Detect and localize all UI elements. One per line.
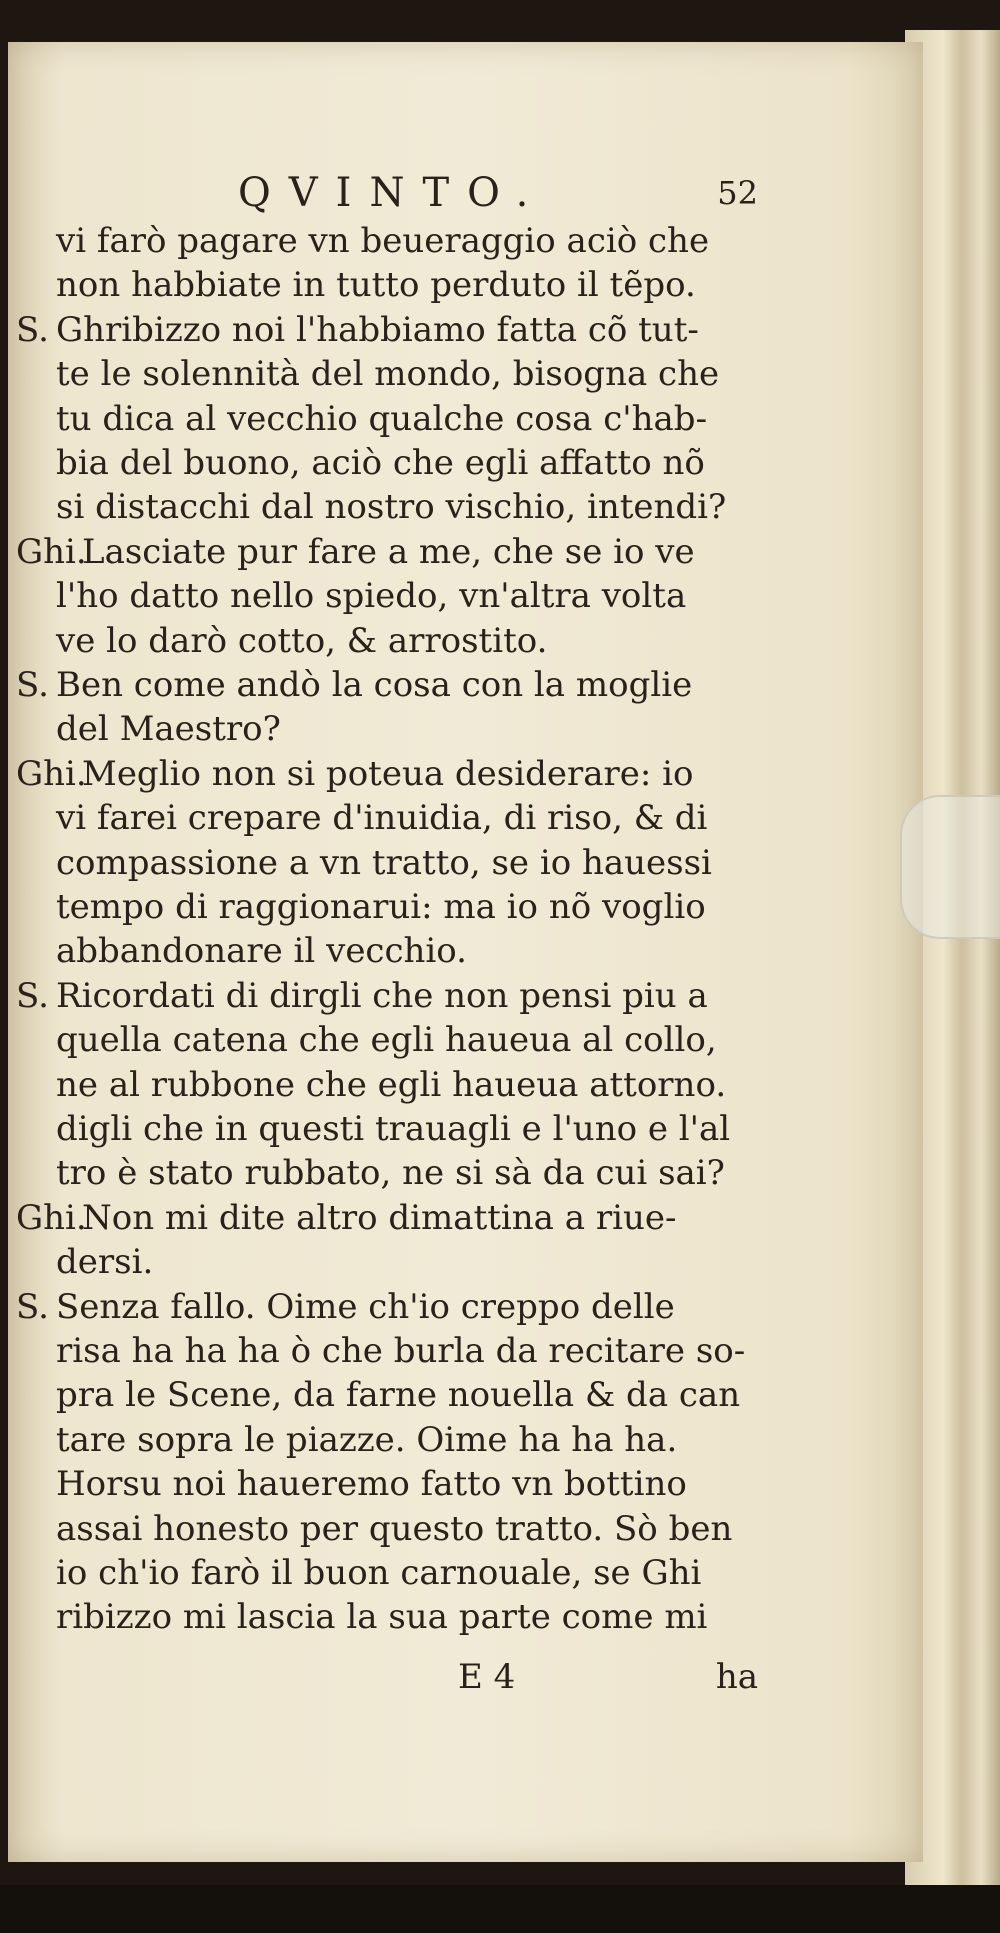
page-footer [458, 1657, 758, 1701]
line-text: ve lo darò cotto, & arrostito. [56, 620, 548, 661]
text-line [16, 1108, 736, 1150]
text-line [16, 1197, 736, 1239]
line-text: Ghribizzo noi l'habbiamo fatta cõ tut- [56, 309, 699, 350]
text-line [16, 930, 736, 972]
line-text: pra le Scene, da farne nouella & da can [56, 1375, 741, 1416]
line-text: io ch'io farò il buon carnouale, se Ghi [56, 1553, 702, 1593]
line-text: risa ha ha ha ò che burla da recitare so- [56, 1331, 746, 1371]
text-line [16, 842, 736, 884]
text-line [16, 398, 736, 440]
text-line [16, 1064, 736, 1106]
page-number: 52 [717, 174, 758, 212]
text-line [16, 1241, 736, 1283]
text-line [16, 1330, 746, 1372]
line-text: vi farei crepare d'inuidia, di riso, & di [56, 798, 708, 839]
line-text: digli che in questi trauagli e l'uno e l'al [56, 1109, 731, 1149]
book-page [8, 42, 923, 1862]
text-line [16, 1596, 736, 1638]
text-line [16, 264, 736, 306]
speaker-label: Ghi. [16, 753, 87, 794]
line-text: te le solennità del mondo, bisogna che [56, 354, 720, 395]
speaker-label: Ghi. [16, 1197, 87, 1238]
line-text: ne al rubbone che egli haueua attorno. [56, 1064, 727, 1105]
line-text: abbandonare il vecchio. [56, 931, 467, 972]
page-header [238, 170, 758, 220]
scan-bottom-edge [0, 1885, 1000, 1933]
text-line [16, 753, 736, 795]
text-line [16, 1152, 736, 1194]
line-text: Ricordati di dirgli che non pensi piu a [56, 975, 708, 1016]
line-text: tempo di raggionarui: ma io nõ voglio [56, 887, 706, 927]
line-text: non habbiate in tutto perduto il tẽpo. [56, 265, 696, 306]
line-text: Lasciate pur fare a me, che se io ve [82, 531, 695, 572]
signature-mark: E 4 [458, 1657, 516, 1697]
text-line [16, 1463, 736, 1505]
line-text: quella catena che egli haueua al collo, [56, 1020, 717, 1061]
line-text: del Maestro? [56, 709, 281, 750]
text-line [16, 309, 736, 351]
text-line [16, 1419, 736, 1461]
line-text: tare sopra le piazze. Oime ha ha ha. [56, 1419, 678, 1460]
text-line [16, 664, 736, 706]
line-text: tu dica al vecchio qualche cosa c'hab- [56, 398, 708, 439]
line-text: vi farò pagare vn beueraggio aciò che [56, 221, 710, 261]
text-line [16, 220, 736, 262]
text-line [16, 708, 736, 750]
catchword: ha [715, 1657, 758, 1697]
page-clip [900, 795, 1000, 939]
speaker-label: S. [16, 309, 49, 350]
text-line [16, 1508, 736, 1550]
text-line [16, 353, 736, 395]
text-line [16, 575, 736, 617]
line-text: Horsu noi haueremo fatto vn bottino [56, 1464, 687, 1505]
text-line [16, 1374, 741, 1416]
line-text: Meglio non si poteua desiderare: io [82, 753, 694, 794]
speaker-label: Ghi. [16, 531, 87, 572]
speaker-label: S. [16, 1286, 49, 1327]
text-line [16, 975, 736, 1017]
line-text: bia del buono, aciò che egli affatto nõ [56, 443, 705, 483]
running-head: QVINTO. [238, 170, 547, 216]
line-text: compassione a vn tratto, se io hauessi [56, 842, 712, 883]
line-text: ribizzo mi lascia la sua parte come mi [56, 1597, 708, 1638]
text-line [16, 1552, 736, 1594]
line-text: l'ho datto nello spiedo, vn'altra volta [56, 576, 687, 617]
text-line [16, 886, 736, 928]
text-line [16, 797, 736, 839]
text-line [16, 486, 736, 528]
speaker-label: S. [16, 665, 49, 705]
text-line [16, 442, 736, 484]
text-line [16, 531, 736, 573]
line-text: dersi. [56, 1242, 154, 1283]
line-text: tro è stato rubbato, ne si sà da cui sai? [56, 1153, 725, 1194]
text-line [16, 620, 736, 662]
line-text: Non mi dite altro dimattina a riue- [82, 1197, 677, 1238]
text-line [16, 1019, 736, 1061]
line-text: si distacchi dal nostro vischio, intendi? [56, 487, 727, 528]
line-text: Senza fallo. Oime ch'io creppo delle [56, 1286, 675, 1327]
line-text: Ben come andò la cosa con la moglie [56, 665, 693, 705]
speaker-label: S. [16, 975, 49, 1016]
text-line [16, 1286, 736, 1328]
line-text: assai honesto per questo tratto. Sò ben [56, 1508, 733, 1549]
